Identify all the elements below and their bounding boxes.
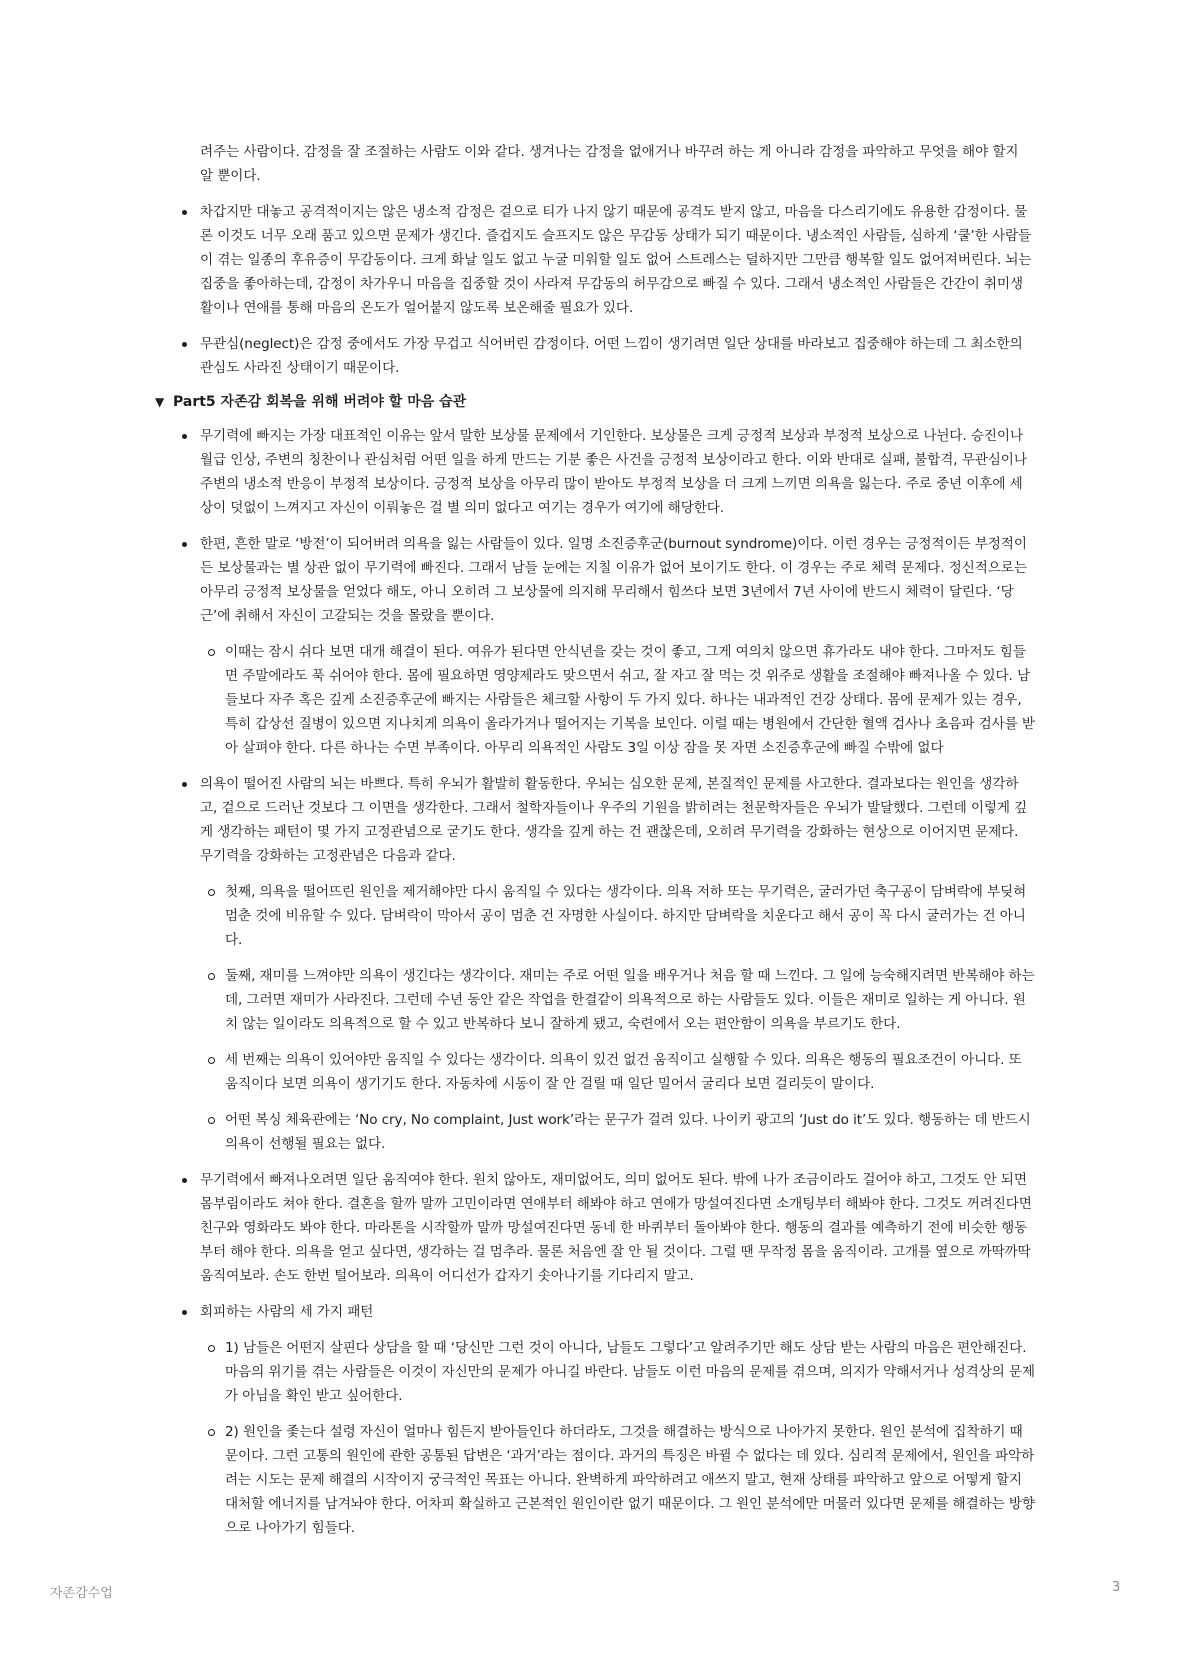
sub-list-item: 첫째, 의욕을 떨어뜨린 원인을 제거해야만 다시 움직일 수 있다는 생각이다. 의욕 저하 또는 무기력은, 굴러가던 축구공이 담벼락에 부딪혀 멈춘 것에 비유할 수 있다. 담벼락이 막아서 공이 멈춘 건 자명한 사실이다. 하지만 담벼락을 치운다고 해서 공이 꼭 다시 굴러가는 건 아니다. xyxy=(155,880,1035,952)
hollow-bullet-icon xyxy=(208,1057,215,1064)
bullet-icon xyxy=(182,542,187,547)
bullet-icon xyxy=(182,1178,187,1183)
list-item: 무기력에서 빠져나오려면 일단 움직여야 한다. 원치 않아도, 재미없어도, 의미 없어도 된다. 밖에 나가 조금이라도 걸어야 하고, 그것도 안 되면 몸부림이라도 쳐야 한다. 결혼을 할까 말까 고민이라면 연애부터 해봐야 하고 연애가 망설여진다면 소개팅부터 해봐야 한다. 그것도 꺼려진다면 친구와 영화라도 봐야 한다. 마라톤을 시작할까 말까 망설여진다면 동네 한 바퀴부터 돌아봐야 한다. 행동의 결과를 예측하기 전에 비슷한 행동부터 해야 한다. 의욕을 얻고 싶다면, 생각하는 걸 멈추라. 물론 처음엔 잘 안 될 것이다. 그럴 땐 무작정 몸을 움직이라. 고개를 옆으로 까딱까딱 움직여보라. 손도 한번 털어보라. 의욕이 어디선가 갑자기 솟아나기를 기다리지 말고. xyxy=(155,1168,1035,1288)
bullet-icon xyxy=(182,782,187,787)
hollow-bullet-icon xyxy=(208,1345,215,1352)
hollow-bullet-icon xyxy=(208,1117,215,1124)
hollow-bullet-icon xyxy=(208,973,215,980)
sub-list-item: 세 번째는 의욕이 있어야만 움직일 수 있다는 생각이다. 의욕이 있건 없건 움직이고 실행할 수 있다. 의욕은 행동의 필요조건이 아니다. 또 움직이다 보면 의욕이 생기기도 한다. 자동차에 시동이 잘 안 걸릴 때 일단 밀어서 굴리다 보면 걸리듯이 말이다. xyxy=(155,1048,1035,1096)
footer-document-title: 자존감수업 xyxy=(50,1586,113,1601)
bullet-icon xyxy=(182,1310,187,1315)
bullet-icon xyxy=(182,342,187,347)
bullet-icon xyxy=(182,210,187,215)
intro-continuation: 려주는 사람이다. 감정을 잘 조절하는 사람도 이와 같다. 생겨나는 감정을 없애거나 바꾸려 하는 게 아니라 감정을 파악하고 무엇을 해야 할지 알 뿐이다. xyxy=(200,144,1019,184)
list-item: 회피하는 사람의 세 가지 패턴 xyxy=(155,1300,1035,1324)
sub-list-item: 2) 원인을 좇는다 설령 자신이 얼마나 힘든지 받아들인다 하더라도, 그것을 해결하는 방식으로 나아가지 못한다. 원인 분석에 집착하기 때문이다. 그런 고통의 원인에 관한 공통된 답변은 ‘과거’라는 점이다. 과거의 특징은 바뀔 수 없다는 데 있다. 심리적 문제에서, 원인을 파악하려는 시도는 문제 해결의 시작이지 궁극적인 목표는 아니다. 완벽하게 파악하려고 애쓰지 말고, 현재 상태를 파악하고 앞으로 어떻게 할지 대처할 에너지를 남겨놔야 한다. 어차피 확실하고 근본적인 원인이란 없기 때문이다. 그 원인 분석에만 머물러 있다면 문제를 해결하는 방향으로 나아가기 힘들다. xyxy=(155,1420,1035,1540)
hollow-bullet-icon xyxy=(208,889,215,896)
toggle-triangle-icon[interactable]: ▼ xyxy=(155,395,165,409)
list-item: 차갑지만 대놓고 공격적이지는 않은 냉소적 감정은 겉으로 티가 나지 않기 때문에 공격도 받지 않고, 마음을 다스리기에도 유용한 감정이다. 물론 이것도 너무 오래 품고 있으면 문제가 생긴다. 즐겁지도 슬프지도 않은 무감동 상태가 되기 때문이다. 냉소적인 사람들, 심하게 ‘쿨’한 사람들이 겪는 일종의 후유증이 무감동이다. 크게 화날 일도 없고 누굴 미워할 일도 없어 스트레스는 덜하지만 그만큼 행복할 일도 없어져버린다. 뇌는 집중을 좋아하는데, 감정이 차가우니 마음을 집중할 것이 사라져 무감동의 허무감으로 빠질 수 있다. 그래서 냉소적인 사람들은 간간이 취미생활이나 연애를 통해 마음의 온도가 얼어붙지 않도록 보온해줄 필요가 있다. xyxy=(155,200,1035,320)
hollow-bullet-icon xyxy=(208,649,215,656)
section-toggle[interactable] xyxy=(155,390,1035,414)
sub-list-item: 이때는 잠시 쉬다 보면 대개 해결이 된다. 여유가 된다면 안식년을 갖는 것이 좋고, 그게 여의치 않으면 휴가라도 내야 한다. 그마저도 힘들면 주말에라도 푹 쉬어야 한다. 몸에 필요하면 영양제라도 맞으면서 쉬고, 잘 자고 잘 먹는 것 위주로 생활을 조절해야 빠져나올 수 있다. 남들보다 자주 혹은 깊게 소진증후군에 빠지는 사람들은 체크할 사항이 두 가지 있다. 하나는 내과적인 건강 상태다. 몸에 문제가 있는 경우, 특히 갑상선 질병이 있으면 지나치게 의욕이 올라가거나 떨어지는 기복을 보인다. 이럴 때는 병원에서 간단한 혈액 검사나 초음파 검사를 받아 살펴야 한다. 다른 하나는 수면 부족이다. 아무리 의욕적인 사람도 3일 이상 잠을 못 자면 소진증후군에 빠질 수밖에 없다 xyxy=(155,640,1035,760)
sub-list-item: 어떤 복싱 체육관에는 ‘No cry, No complaint, Just work’라는 문구가 걸려 있다. 나이키 광고의 ‘Just do it’도 있다. 행동하는 데 반드시 의욕이 선행될 필요는 없다. xyxy=(155,1108,1035,1156)
list-item: 무관심(neglect)은 감정 중에서도 가장 무겁고 식어버린 감정이다. 어떤 느낌이 생기려면 일단 상대를 바라보고 집중해야 하는데 그 최소한의 관심도 사라진 상태이기 때문이다. xyxy=(155,332,1035,380)
list-item: 한편, 흔한 말로 ‘방전’이 되어버려 의욕을 잃는 사람들이 있다. 일명 소진증후군(burnout syndrome)이다. 이런 경우는 긍정적이든 부정적이든 보상물과는 별 상관 없이 무기력에 빠진다. 그래서 남들 눈에는 지칠 이유가 없어 보이기도 한다. 이 경우는 주로 체력 문제다. 정신적으로는 아무리 긍정적 보상물을 얻었다 해도, 아니 오히려 그 보상물에 의지해 무리해서 힘쓰다 보면 3년에서 7년 사이에 반드시 체력이 달린다. ‘당근’에 취해서 자신이 고갈되는 것을 몰랐을 뿐이다. xyxy=(155,532,1035,628)
list-item: 무기력에 빠지는 가장 대표적인 이유는 앞서 말한 보상물 문제에서 기인한다. 보상물은 크게 긍정적 보상과 부정적 보상으로 나뉜다. 승진이나 월급 인상, 주변의 칭찬이나 관심처럼 어떤 일을 하게 만드는 기분 좋은 사건을 긍정적 보상이라고 한다. 이와 반대로 실패, 불합격, 무관심이나 주변의 냉소적 반응이 부정적 보상이다. 긍정적 보상을 아무리 많이 받아도 부정적 보상을 더 크게 느끼면 의욕을 잃는다. 주로 중년 이후에 세상이 덧없이 느껴지고 자신이 이뤄놓은 걸 별 의미 없다고 여기는 경우가 여기에 해당한다. xyxy=(155,424,1035,520)
sub-list-item: 둘째, 재미를 느껴야만 의욕이 생긴다는 생각이다. 재미는 주로 어떤 일을 배우거나 처음 할 때 느낀다. 그 일에 능숙해지려면 반복해야 하는데, 그러면 재미가 사라진다. 그런데 수년 동안 같은 작업을 한결같이 의욕적으로 하는 사람들도 있다. 이들은 재미로 일하는 게 아니다. 원치 않는 일이라도 의욕적으로 할 수 있고 반복하다 보니 잘하게 됐고, 숙련에서 오는 편안함이 의욕을 부르기도 한다. xyxy=(155,964,1035,1036)
sub-list-item: 1) 남들은 어떤지 살핀다 상담을 할 때 ‘당신만 그런 것이 아니다, 남들도 그렇다’고 알려주기만 해도 상담 받는 사람의 마음은 편안해진다. 마음의 위기를 겪는 사람들은 이것이 자신만의 문제가 아니길 바란다. 남들도 이런 마음의 문제를 겪으며, 의지가 약해서거나 성격상의 문제가 아님을 확인 받고 싶어한다. xyxy=(155,1336,1035,1408)
section-heading: Part5 자존감 회복을 위해 버려야 할 마음 습관 xyxy=(173,394,467,410)
page-body xyxy=(155,140,1035,1552)
bullet-icon xyxy=(182,434,187,439)
list-item: 의욕이 떨어진 사람의 뇌는 바쁘다. 특히 우뇌가 활발히 활동한다. 우뇌는 심오한 문제, 본질적인 문제를 사고한다. 결과보다는 원인을 생각하고, 겉으로 드러난 것보다 그 이면을 생각한다. 그래서 철학자들이나 우주의 기원을 밝히려는 천문학자들은 우뇌가 발달했다. 그런데 이렇게 깊게 생각하는 패턴이 몇 가지 고정관념으로 굳기도 한다. 생각을 깊게 하는 건 괜찮은데, 오히려 무기력을 강화하는 현상으로 이어지면 문제다. 무기력을 강화하는 고정관념은 다음과 같다. xyxy=(155,772,1035,868)
hollow-bullet-icon xyxy=(208,1429,215,1436)
page-number: 3 xyxy=(1112,1580,1121,1595)
